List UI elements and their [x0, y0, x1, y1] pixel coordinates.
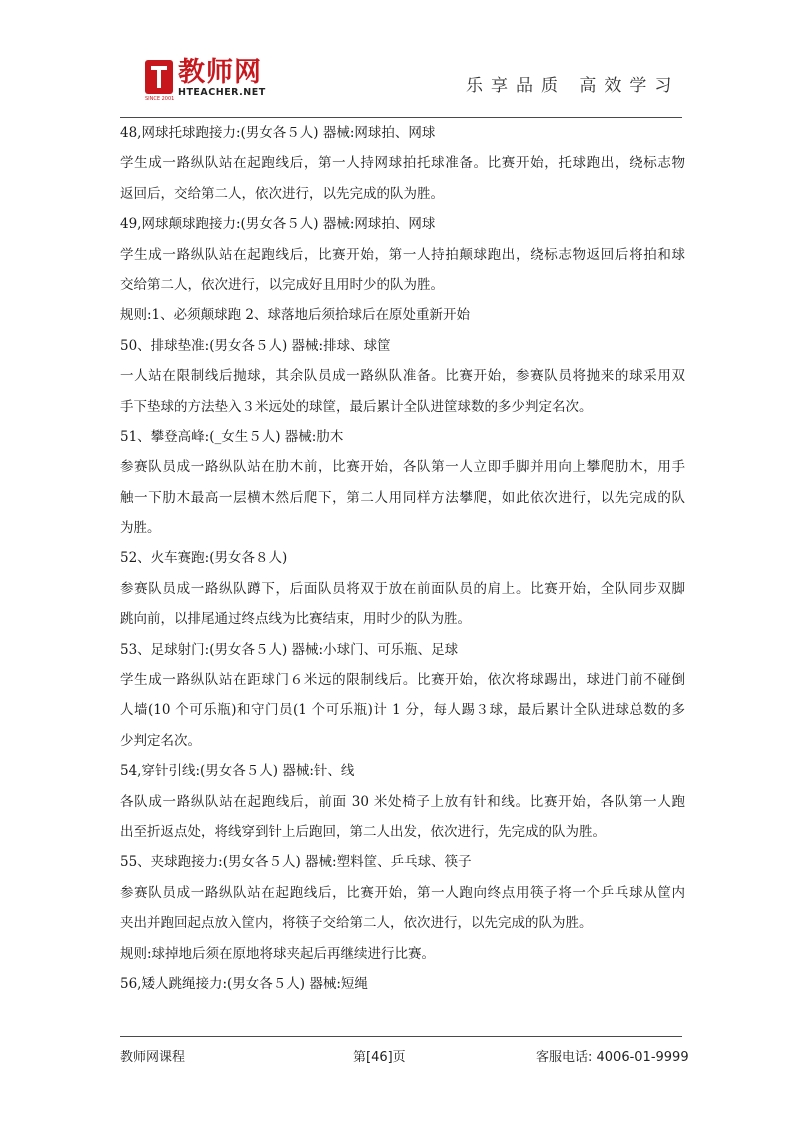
item-53-heading: 53、足球射门:(男女各５人) 器械:小球门、可乐瓶、足球	[120, 641, 459, 658]
item-51-text-line: 参赛队员成一路纵队站在肋木前，比赛开始，各队第一人立即手脚并用向上攀爬肋木，用手	[120, 459, 685, 476]
item-48-text-line: 返回后，交给第二人，依次进行，以先完成的队为胜。	[120, 185, 444, 202]
item-48-text-line: 学生成一路纵队站在起跑线后，第一人持网球拍托球准备。比赛开始，托球跑出，绕标志物	[120, 155, 685, 172]
item-52-text-line: 参赛队员成一路纵队蹲下，后面队员将双于放在前面队员的肩上。比赛开始，全队同步双脚	[120, 580, 685, 597]
logo-domain: HTEACHER.NET	[178, 87, 266, 98]
logo-mark-icon	[145, 60, 173, 94]
item-53-text-line: 学生成一路纵队站在距球门６米远的限制线后。比赛开始，依次将球踢出，球进门前不碰倒	[120, 672, 685, 689]
item-49-text-line: 学生成一路纵队站在起跑线后，比赛开始，第一人持拍颠球跑出，绕标志物返回后将拍和球	[120, 246, 685, 263]
item-50-text-line: 手下垫球的方法垫入３米远处的球筐，最后累计全队进筐球数的多少判定名次。	[120, 398, 593, 415]
item-53-text-line: 少判定名次。	[120, 732, 201, 749]
item-56-heading: 56,矮人跳绳接力:(男女各５人) 器械:短绳	[120, 975, 368, 992]
footer-divider	[120, 1036, 682, 1037]
item-55-heading: 55、夹球跑接力:(男女各５人) 器械:塑料筐、乒乓球、筷子	[120, 854, 472, 871]
item-52-text-line: 跳向前，以排尾通过终点线为比赛结束，用时少的队为胜。	[120, 611, 471, 628]
item-51-heading: 51、攀登高峰:(_女生５人) 器械:肋木	[120, 428, 344, 445]
item-54-text-line: 出至折返点处，将线穿到针上后跑回，第二人出发，依次进行，先完成的队为胜。	[120, 823, 606, 840]
service-phone: 客服电话: 4006-01-9999	[536, 1050, 689, 1065]
item-52-heading: 52、火车赛跑:(男女各８人)	[120, 550, 288, 567]
item-48-heading: 48,网球托球跑接力:(男女各５人) 器械:网球拍、网球	[120, 125, 436, 141]
item-54-text-line: 各队成一路纵队站在起跑线后，前面 30 米处椅子上放有针和线。比赛开始，各队第一人跑	[120, 793, 685, 810]
item-49-heading: 49,网球颠球跑接力:(男女各５人) 器械:网球拍、网球	[120, 216, 436, 233]
item-54-heading: 54,穿针引线:(男女各５人) 器械:针、线	[120, 763, 355, 780]
page-number: 第[46]页	[353, 1050, 406, 1065]
logo-since: SINCE 2001	[145, 96, 175, 102]
footer-course-name: 教师网课程	[120, 1050, 186, 1065]
item-51-text-line: 触一下肋木最高一层横木然后爬下，第二人用同样方法攀爬，如此依次进行，以先完成的队	[120, 489, 685, 506]
item-49-text-line: 交给第二人，依次进行，以完成好且用时少的队为胜。	[120, 276, 444, 293]
item-55-rules: 规则:球掉地后须在原地将球夹起后再继续进行比赛。	[120, 945, 436, 962]
item-51-text-line: 为胜。	[120, 520, 161, 537]
item-55-text-line: 参赛队员成一路纵队站在起跑线后，比赛开始，第一人跑向终点用筷子将一个乒乓球从筐内	[120, 884, 685, 901]
item-55-text-line: 夹出并跑回起点放入筐内，将筷子交给第二人，依次进行，以先完成的队为胜。	[120, 915, 593, 932]
page-header	[0, 0, 800, 120]
item-49-rules: 规则:1、必须颠球跑 2、球落地后须拾球后在原处重新开始	[120, 307, 471, 324]
item-50-heading: 50、排球垫准:(男女各５人) 器械:排球、球筐	[120, 337, 391, 354]
hteacher-logo	[145, 58, 280, 102]
logo-name: 教师网	[178, 57, 262, 88]
header-slogan: 乐享品质 高效学习	[466, 76, 680, 96]
item-53-text-line: 人墙(10 个可乐瓶)和守门员(1 个可乐瓶)计 1 分，每人踢３球，最后累计全队进球总数的多	[120, 702, 685, 719]
document-body	[120, 118, 685, 999]
item-50-text-line: 一人站在限制线后抛球，其余队员成一路纵队准备。比赛开始，参赛队员将抛来的球采用双	[120, 368, 685, 385]
